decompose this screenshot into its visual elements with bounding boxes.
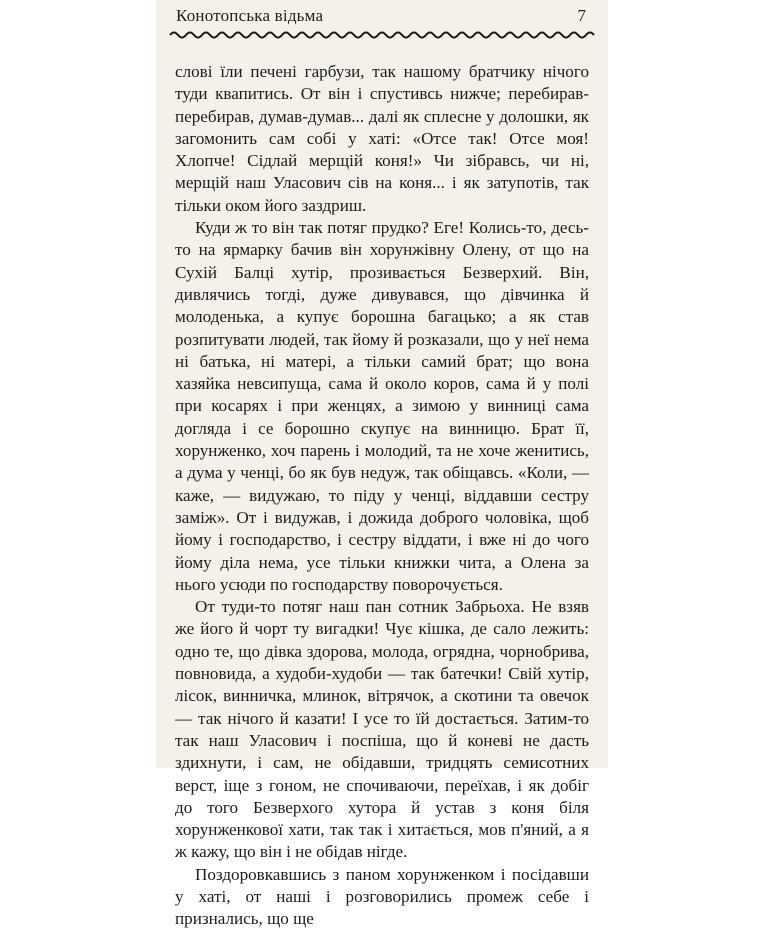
paragraph: слові їли печені гарбузи, так нашому братчику нічого туди квапитись. От він і спустивсь нижче; перебирав-перебирав, думав-думав... далі як сплесне у долошки, як загомонить сам собі у хаті: «Отсе так! Отсе моя! Хлопче! Сідлай мерщій коня!» Чи зібравсь, чи ні, мерщій наш Уласович сів на коня... і як затупотів, так тільки оком його заздриш. [175, 62, 589, 215]
paragraph: От туди-то потяг наш пан сотник Забрьоха. Не взяв же його й чорт ту вигадки! Чує кішка, де сало лежить: одно те, що дівка здорова, молода, огрядна, чорнобрива, повновида, а худоби-худоби — так батечки! Свій хутір, лісок, винничка, млинок, вітрячок, а скотини та овечок — так нічого й казати! І усе то їй достається. Затим-то так наш Уласович і поспіша, що й коневі не дасть здихнути, і сам, не обідавши, тридцять семисотних верст, іще з гоном, не спочиваючи, переїхав, і як добіг до того Безверхого хутора й устав з коня біля хорунженкової хати, так так і хитається, мов п'яний, а я ж кажу, що він і не обідав нігде. [175, 597, 589, 862]
book-title: Конотопська відьма [176, 6, 324, 25]
paragraph: Куди ж то він так потяг прудко? Еге! Колись-то, десь-то на ярмарку бачив він хорунжівну Олену, от що на Сухій Балці хутір, прозивається Безверхий. Він, дивлячись тогді, дуже дивувався, що дівчинка й молоденька, а купує борошна багацько; а як став розпитувати людей, так йому й розказали, що у неї нема ні батька, ні матері, а тільки самий брат; що вона хазяйка невсипуща, сама й около коров, сама й у полі при косарях і при женцях, а зимою у винниці сама догляда і се борошно скупує на винницю. Брат її, хорунженко, хоч парень і молодий, та не хоче женитись, а дума у ченці, бо як був недуж, так обіщавсь. «Коли, — каже, — видужаю, то піду у ченці, віддавши сестру заміж». От і видужав, і дожида доброго чоловіка, щоб йому і господарство, і сестру віддати, і вже ні до чого йому діла нема, усе тільки книжки чита, а Олена за нього усюди по господарству поворочується. [175, 218, 589, 594]
page-body-text [175, 61, 589, 931]
paragraph: Поздоровкавшись з паном хорунженком і посідавши у хаті, от наші і розговорились промеж себе і признались, що ще [175, 864, 589, 929]
page-number: 7 [577, 6, 586, 25]
book-page [156, 0, 608, 929]
wavy-rule-divider [170, 28, 594, 42]
